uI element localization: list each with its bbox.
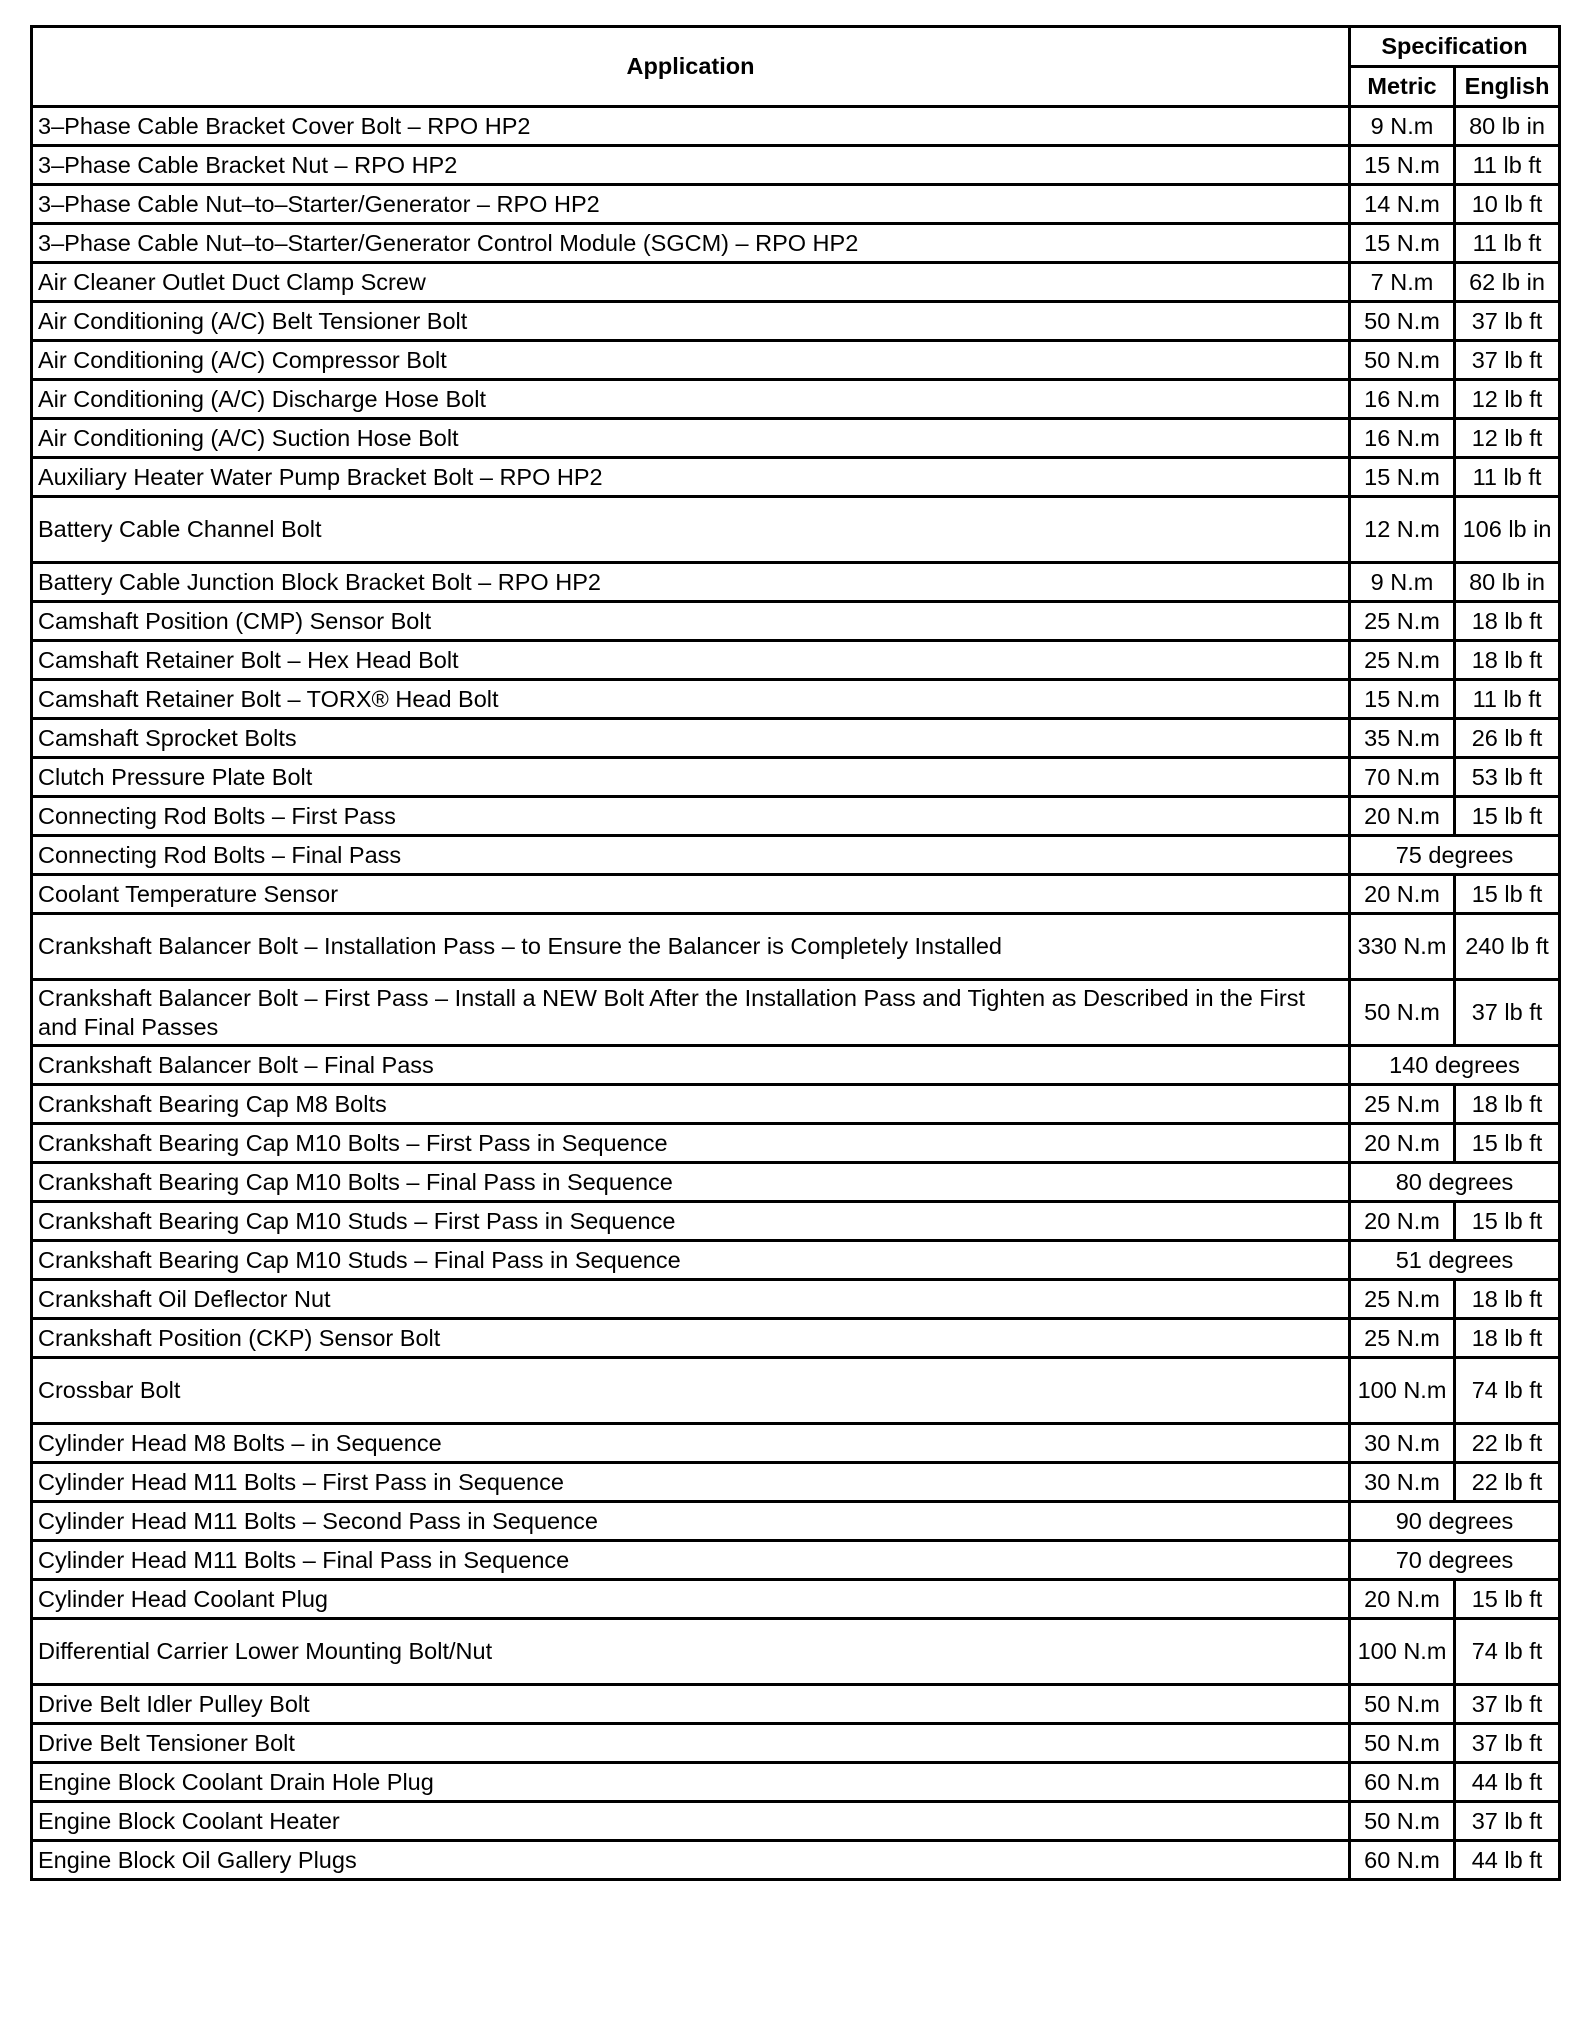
application-cell: Camshaft Sprocket Bolts — [32, 719, 1350, 758]
application-cell: Auxiliary Heater Water Pump Bracket Bolt – RPO HP2 — [32, 458, 1350, 497]
application-cell: Engine Block Coolant Heater — [32, 1802, 1350, 1841]
table-row — [32, 497, 1560, 563]
application-cell: Clutch Pressure Plate Bolt — [32, 758, 1350, 797]
application-cell: Air Conditioning (A/C) Suction Hose Bolt — [32, 419, 1350, 458]
metric-cell: 25 N.m — [1350, 602, 1455, 641]
metric-cell: 14 N.m — [1350, 185, 1455, 224]
english-header: English — [1455, 67, 1560, 107]
english-cell: 37 lb ft — [1455, 1724, 1560, 1763]
metric-cell: 100 N.m — [1350, 1358, 1455, 1424]
application-cell: Drive Belt Idler Pulley Bolt — [32, 1685, 1350, 1724]
table-row — [32, 224, 1560, 263]
table-row — [32, 1802, 1560, 1841]
table-row — [32, 341, 1560, 380]
table-row — [32, 1046, 1560, 1085]
application-cell: Air Conditioning (A/C) Compressor Bolt — [32, 341, 1350, 380]
table-row — [32, 719, 1560, 758]
english-cell: 11 lb ft — [1455, 146, 1560, 185]
table-row — [32, 1241, 1560, 1280]
english-cell: 80 lb in — [1455, 107, 1560, 146]
table-row — [32, 1319, 1560, 1358]
application-cell: Crankshaft Balancer Bolt – Final Pass — [32, 1046, 1350, 1085]
table-row — [32, 1124, 1560, 1163]
application-cell: Battery Cable Junction Block Bracket Bolt – RPO HP2 — [32, 563, 1350, 602]
english-cell: 74 lb ft — [1455, 1619, 1560, 1685]
table-row — [32, 1424, 1560, 1463]
specification-cell: 51 degrees — [1350, 1241, 1560, 1280]
table-row — [32, 602, 1560, 641]
english-cell: 18 lb ft — [1455, 641, 1560, 680]
application-cell: 3–Phase Cable Bracket Cover Bolt – RPO HP2 — [32, 107, 1350, 146]
application-cell: Engine Block Coolant Drain Hole Plug — [32, 1763, 1350, 1802]
application-cell: Camshaft Retainer Bolt – Hex Head Bolt — [32, 641, 1350, 680]
application-cell: Crankshaft Bearing Cap M10 Bolts – First Pass in Sequence — [32, 1124, 1350, 1163]
application-cell: Cylinder Head M11 Bolts – Final Pass in Sequence — [32, 1541, 1350, 1580]
application-cell: Crankshaft Bearing Cap M10 Studs – Final Pass in Sequence — [32, 1241, 1350, 1280]
metric-cell: 50 N.m — [1350, 1802, 1455, 1841]
application-header: Application — [32, 27, 1350, 107]
english-cell: 44 lb ft — [1455, 1763, 1560, 1802]
application-cell: 3–Phase Cable Nut–to–Starter/Generator Control Module (SGCM) – RPO HP2 — [32, 224, 1350, 263]
table-row — [32, 1502, 1560, 1541]
application-cell: Crankshaft Balancer Bolt – First Pass – Install a NEW Bolt After the Installation Pass and Tighten as Described in the First and Final Passes — [32, 980, 1350, 1046]
table-row — [32, 836, 1560, 875]
table-row — [32, 1085, 1560, 1124]
english-cell: 10 lb ft — [1455, 185, 1560, 224]
metric-cell: 50 N.m — [1350, 302, 1455, 341]
metric-cell: 50 N.m — [1350, 1724, 1455, 1763]
metric-cell: 60 N.m — [1350, 1763, 1455, 1802]
metric-cell: 16 N.m — [1350, 419, 1455, 458]
table-row — [32, 1763, 1560, 1802]
application-cell: Battery Cable Channel Bolt — [32, 497, 1350, 563]
table-row — [32, 797, 1560, 836]
application-cell: Crankshaft Bearing Cap M10 Bolts – Final Pass in Sequence — [32, 1163, 1350, 1202]
table-row — [32, 758, 1560, 797]
table-row — [32, 185, 1560, 224]
application-cell: Connecting Rod Bolts – Final Pass — [32, 836, 1350, 875]
application-cell: Differential Carrier Lower Mounting Bolt/Nut — [32, 1619, 1350, 1685]
table-row — [32, 1619, 1560, 1685]
metric-cell: 20 N.m — [1350, 797, 1455, 836]
metric-cell: 12 N.m — [1350, 497, 1455, 563]
english-cell: 37 lb ft — [1455, 302, 1560, 341]
metric-cell: 50 N.m — [1350, 341, 1455, 380]
torque-spec-table — [30, 25, 1561, 1881]
english-cell: 18 lb ft — [1455, 1085, 1560, 1124]
english-cell: 15 lb ft — [1455, 875, 1560, 914]
metric-header: Metric — [1350, 67, 1455, 107]
application-cell: Air Cleaner Outlet Duct Clamp Screw — [32, 263, 1350, 302]
english-cell: 37 lb ft — [1455, 341, 1560, 380]
metric-cell: 15 N.m — [1350, 680, 1455, 719]
application-cell: Crankshaft Balancer Bolt – Installation Pass – to Ensure the Balancer is Completely Installed — [32, 914, 1350, 980]
metric-cell: 20 N.m — [1350, 875, 1455, 914]
table-header — [32, 27, 1560, 107]
table-row — [32, 419, 1560, 458]
application-cell: Air Conditioning (A/C) Belt Tensioner Bolt — [32, 302, 1350, 341]
application-cell: 3–Phase Cable Bracket Nut – RPO HP2 — [32, 146, 1350, 185]
table-row — [32, 641, 1560, 680]
table-row — [32, 1724, 1560, 1763]
metric-cell: 20 N.m — [1350, 1124, 1455, 1163]
metric-cell: 30 N.m — [1350, 1463, 1455, 1502]
metric-cell: 7 N.m — [1350, 263, 1455, 302]
english-cell: 15 lb ft — [1455, 797, 1560, 836]
application-cell: Cylinder Head M8 Bolts – in Sequence — [32, 1424, 1350, 1463]
application-cell: Crankshaft Bearing Cap M10 Studs – First Pass in Sequence — [32, 1202, 1350, 1241]
table-row — [32, 1463, 1560, 1502]
table-row — [32, 380, 1560, 419]
table-row — [32, 1541, 1560, 1580]
metric-cell: 50 N.m — [1350, 980, 1455, 1046]
table-row — [32, 1685, 1560, 1724]
metric-cell: 25 N.m — [1350, 1319, 1455, 1358]
metric-cell: 60 N.m — [1350, 1841, 1455, 1880]
specification-cell: 75 degrees — [1350, 836, 1560, 875]
english-cell: 12 lb ft — [1455, 419, 1560, 458]
english-cell: 26 lb ft — [1455, 719, 1560, 758]
table-row — [32, 1163, 1560, 1202]
english-cell: 15 lb ft — [1455, 1580, 1560, 1619]
application-cell: Engine Block Oil Gallery Plugs — [32, 1841, 1350, 1880]
english-cell: 22 lb ft — [1455, 1424, 1560, 1463]
table-row — [32, 875, 1560, 914]
table-row — [32, 914, 1560, 980]
table-body — [32, 107, 1560, 1880]
metric-cell: 25 N.m — [1350, 1085, 1455, 1124]
specification-cell: 90 degrees — [1350, 1502, 1560, 1541]
metric-cell: 9 N.m — [1350, 563, 1455, 602]
metric-cell: 50 N.m — [1350, 1685, 1455, 1724]
metric-cell: 25 N.m — [1350, 1280, 1455, 1319]
english-cell: 15 lb ft — [1455, 1202, 1560, 1241]
application-cell: Cylinder Head Coolant Plug — [32, 1580, 1350, 1619]
metric-cell: 330 N.m — [1350, 914, 1455, 980]
english-cell: 37 lb ft — [1455, 1685, 1560, 1724]
table-row — [32, 980, 1560, 1046]
english-cell: 15 lb ft — [1455, 1124, 1560, 1163]
english-cell: 80 lb in — [1455, 563, 1560, 602]
application-cell: Air Conditioning (A/C) Discharge Hose Bolt — [32, 380, 1350, 419]
specification-header: Specification — [1350, 27, 1560, 67]
metric-cell: 15 N.m — [1350, 458, 1455, 497]
table-row — [32, 263, 1560, 302]
english-cell: 74 lb ft — [1455, 1358, 1560, 1424]
metric-cell: 25 N.m — [1350, 641, 1455, 680]
specification-cell: 140 degrees — [1350, 1046, 1560, 1085]
metric-cell: 70 N.m — [1350, 758, 1455, 797]
table-row — [32, 146, 1560, 185]
english-cell: 18 lb ft — [1455, 602, 1560, 641]
application-cell: Camshaft Position (CMP) Sensor Bolt — [32, 602, 1350, 641]
metric-cell: 30 N.m — [1350, 1424, 1455, 1463]
english-cell: 11 lb ft — [1455, 680, 1560, 719]
table-row — [32, 680, 1560, 719]
table-row — [32, 458, 1560, 497]
application-cell: Drive Belt Tensioner Bolt — [32, 1724, 1350, 1763]
application-cell: Coolant Temperature Sensor — [32, 875, 1350, 914]
table-row — [32, 1202, 1560, 1241]
english-cell: 18 lb ft — [1455, 1319, 1560, 1358]
table-row — [32, 302, 1560, 341]
table-row — [32, 1280, 1560, 1319]
english-cell: 53 lb ft — [1455, 758, 1560, 797]
metric-cell: 20 N.m — [1350, 1202, 1455, 1241]
specification-cell: 80 degrees — [1350, 1163, 1560, 1202]
specification-cell: 70 degrees — [1350, 1541, 1560, 1580]
application-cell: 3–Phase Cable Nut–to–Starter/Generator – RPO HP2 — [32, 185, 1350, 224]
application-cell: Crankshaft Oil Deflector Nut — [32, 1280, 1350, 1319]
metric-cell: 15 N.m — [1350, 224, 1455, 263]
metric-cell: 16 N.m — [1350, 380, 1455, 419]
table-row — [32, 1358, 1560, 1424]
metric-cell: 9 N.m — [1350, 107, 1455, 146]
table-row — [32, 1580, 1560, 1619]
english-cell: 106 lb in — [1455, 497, 1560, 563]
metric-cell: 35 N.m — [1350, 719, 1455, 758]
english-cell: 12 lb ft — [1455, 380, 1560, 419]
application-cell: Cylinder Head M11 Bolts – Second Pass in Sequence — [32, 1502, 1350, 1541]
application-cell: Connecting Rod Bolts – First Pass — [32, 797, 1350, 836]
table-row — [32, 563, 1560, 602]
english-cell: 37 lb ft — [1455, 980, 1560, 1046]
english-cell: 22 lb ft — [1455, 1463, 1560, 1502]
metric-cell: 100 N.m — [1350, 1619, 1455, 1685]
application-cell: Cylinder Head M11 Bolts – First Pass in Sequence — [32, 1463, 1350, 1502]
application-cell: Crankshaft Bearing Cap M8 Bolts — [32, 1085, 1350, 1124]
metric-cell: 15 N.m — [1350, 146, 1455, 185]
application-cell: Camshaft Retainer Bolt – TORX® Head Bolt — [32, 680, 1350, 719]
english-cell: 240 lb ft — [1455, 914, 1560, 980]
english-cell: 11 lb ft — [1455, 224, 1560, 263]
english-cell: 37 lb ft — [1455, 1802, 1560, 1841]
metric-cell: 20 N.m — [1350, 1580, 1455, 1619]
application-cell: Crankshaft Position (CKP) Sensor Bolt — [32, 1319, 1350, 1358]
table-row — [32, 1841, 1560, 1880]
english-cell: 44 lb ft — [1455, 1841, 1560, 1880]
english-cell: 11 lb ft — [1455, 458, 1560, 497]
table-row — [32, 107, 1560, 146]
application-cell: Crossbar Bolt — [32, 1358, 1350, 1424]
english-cell: 62 lb in — [1455, 263, 1560, 302]
english-cell: 18 lb ft — [1455, 1280, 1560, 1319]
